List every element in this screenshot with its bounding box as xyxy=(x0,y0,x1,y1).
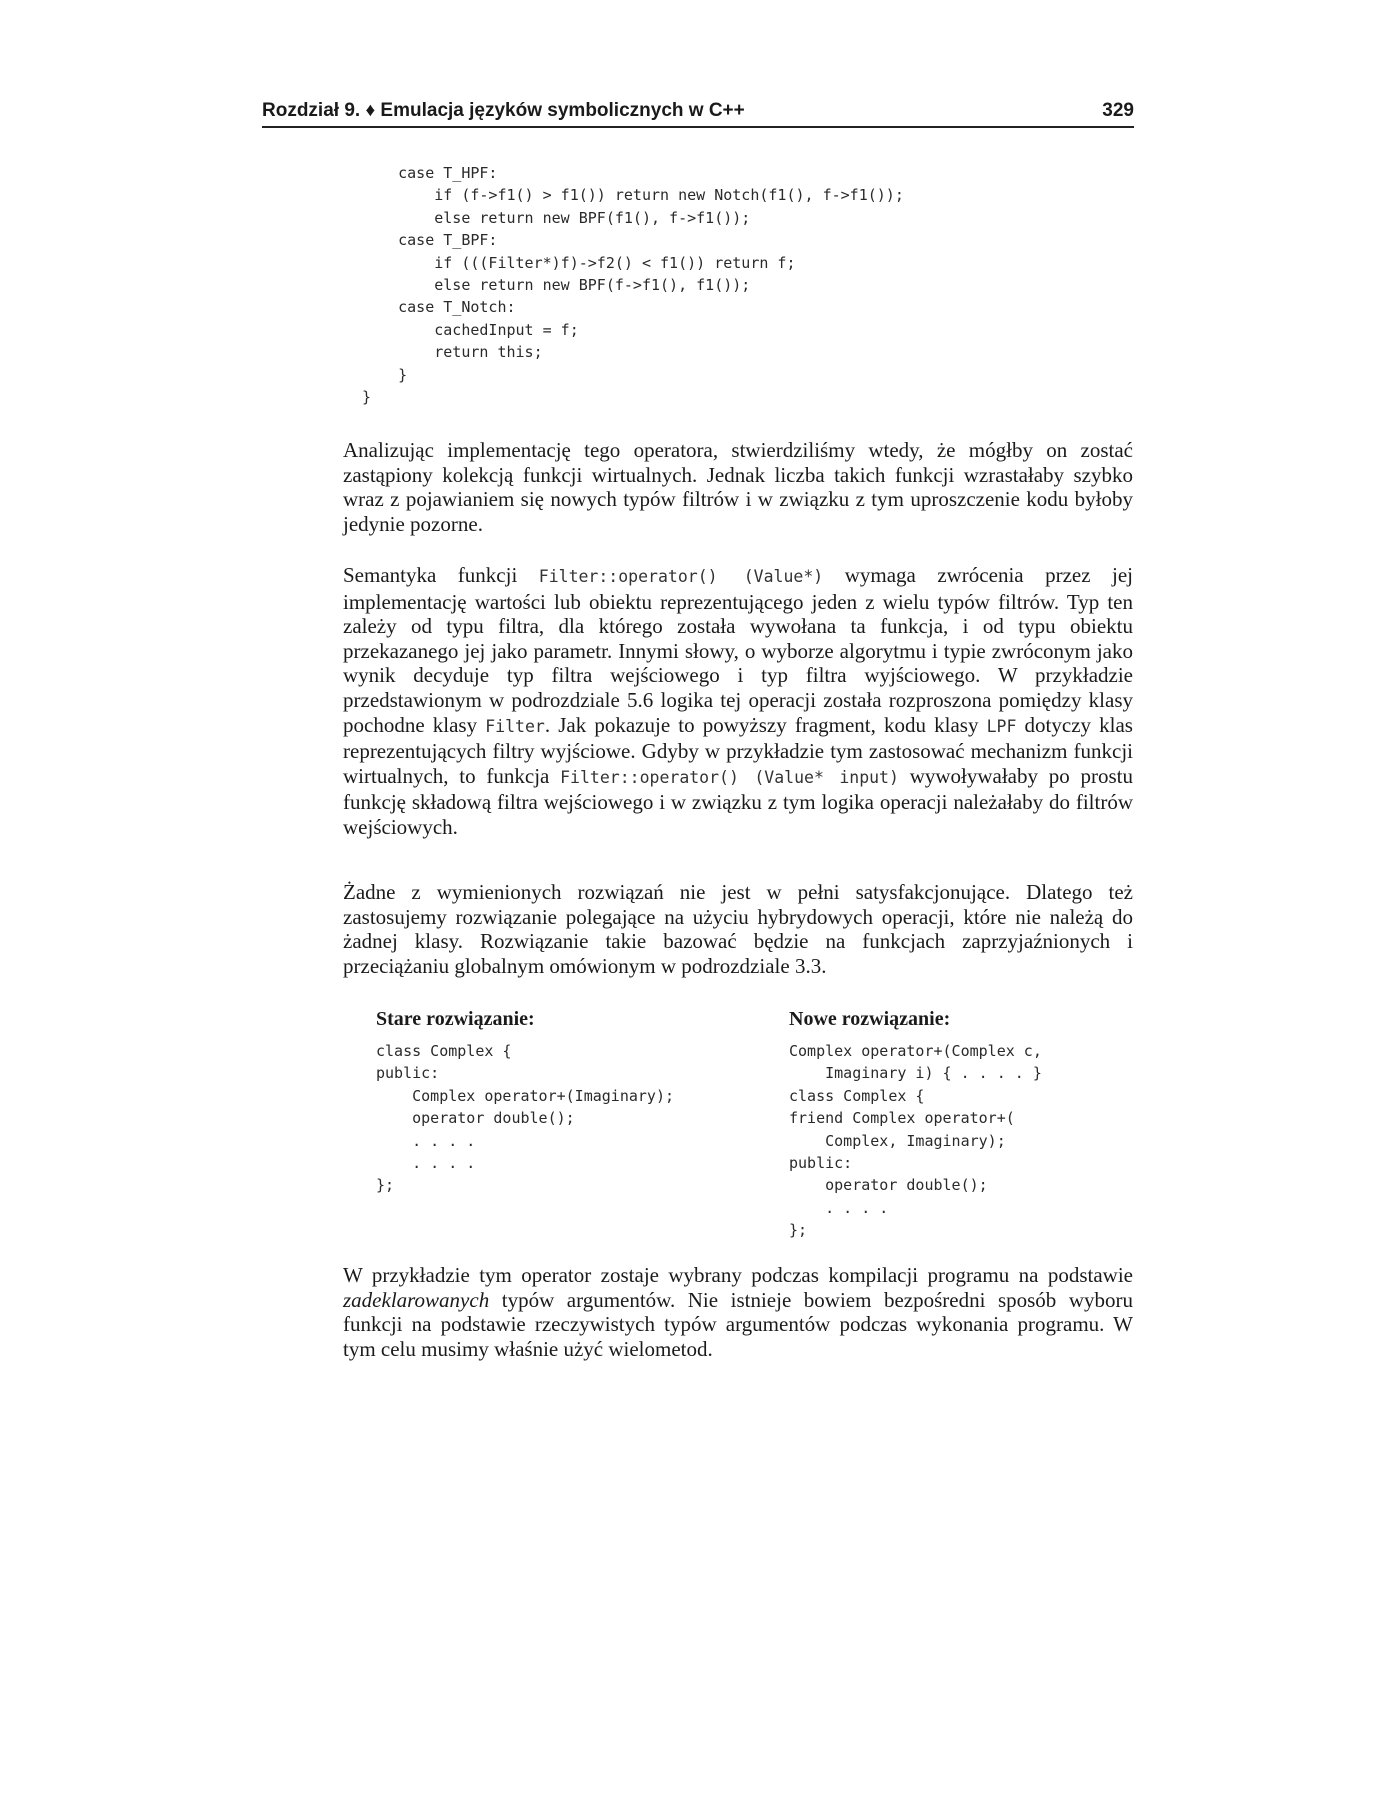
text-run: typów argumentów. Nie istnieje bowiem bezpośredni sposób wyboru funkcji na podstawie rzeczywistych typów argumentów podczas wykonania programu. W tym celu musimy właśnie użyć wielometod. xyxy=(343,1287,1133,1361)
emphasized-text: zadeklarowanych xyxy=(343,1287,490,1312)
new-solution-code: Complex operator+(Complex c, Imaginary i) { . . . . } class Complex { friend Complex operator+( Complex, Imaginary); public: operator double(); . . . . }; xyxy=(789,1042,1042,1240)
paragraph-analysis: Analizując implementację tego operatora, stwierdziliśmy wtedy, że mógłby on zostać zastąpiony kolekcją funkcji wirtualnych. Jednak liczba takich funkcji wzrastałaby szybko wraz z pojawianiem się nowych typów filtrów i w związku z tym uproszczenie kodu byłoby jedynie pozorne. xyxy=(343,438,1133,536)
text-run: wywoływałaby po prostu funkcję składową filtra wejściowego i w związku z tym logika operacji należałaby do filtrów wejściowych. xyxy=(343,763,1133,839)
text-run: W przykładzie tym operator zostaje wybrany podczas kompilacji programu na podstawie xyxy=(343,1263,1133,1287)
text-run: . Jak pokazuje to powyższy fragment, kodu klasy xyxy=(544,712,987,737)
inline-code: LPF xyxy=(986,716,1017,736)
old-solution-code: class Complex { public: Complex operator+(Imaginary); operator double(); . . . . . . . . }; xyxy=(376,1042,675,1195)
header-rule xyxy=(262,126,1134,128)
paragraph-hybrid: Żadne z wymienionych rozwiązań nie jest w pełni satysfakcjonujące. Dlatego też zastosujemy rozwiązanie polegające na użyciu hybrydowych operacji, które nie należą do żadnej klasy. Rozwiązanie takie bazować będzie na funkcjach zaprzyjaźnionych i przeciążaniu globalnym omówionym w podrozdziale 3.3. xyxy=(343,880,1133,978)
text-run: dotyczy klas reprezentujących filtry wyjściowe. Gdyby w przykładzie tym zastosować mechanizm funkcji wirtualnych, to funkcja xyxy=(343,712,1133,788)
old-solution-title: Stare rozwiązanie: xyxy=(376,1008,535,1030)
paragraph-semantics xyxy=(343,563,1133,840)
page-header xyxy=(262,96,1134,126)
inline-code: Filter::operator() (Value* input) xyxy=(560,767,899,787)
inline-code: Filter xyxy=(485,716,545,736)
page-number: 329 xyxy=(1102,100,1134,121)
paragraph-conclusion xyxy=(343,1263,1133,1361)
new-solution-title: Nowe rozwiązanie: xyxy=(789,1008,951,1030)
text-run: Semantyka funkcji xyxy=(343,563,539,587)
inline-code: Filter::operator() (Value*) xyxy=(538,567,824,586)
chapter-title: Rozdział 9. ♦ Emulacja języków symbolicznych w C++ xyxy=(262,100,745,121)
text-run: wymaga zwrócenia przez jej implementację wartości lub obiektu reprezentującego jeden z wielu typów filtrów. Typ ten zależy od typu filtra, dla którego została wywołana ta funkcja, i od typu obiektu przekazanego jej jako parametr. Innymi słowy, o wyborze algorytmu i typie zwróconym jako wynik decyduje typ filtra wejściowego i typ filtra wyjściowego. W przykładzie przedstawionym w podrozdziale 5.6 logika tej operacji została rozproszona pomiędzy klasy pochodne klasy xyxy=(343,563,1134,737)
code-listing-top: case T_HPF: if (f->f1() > f1()) return new Notch(f1(), f->f1()); else return new BPF(f1(), f->f1()); case T_BPF: if (((Filter*)f)->f2() < f1()) return f; else return new BPF(f->f1(), f1()); case T_Notch: cachedInput = f; return this; } } xyxy=(362,164,904,407)
